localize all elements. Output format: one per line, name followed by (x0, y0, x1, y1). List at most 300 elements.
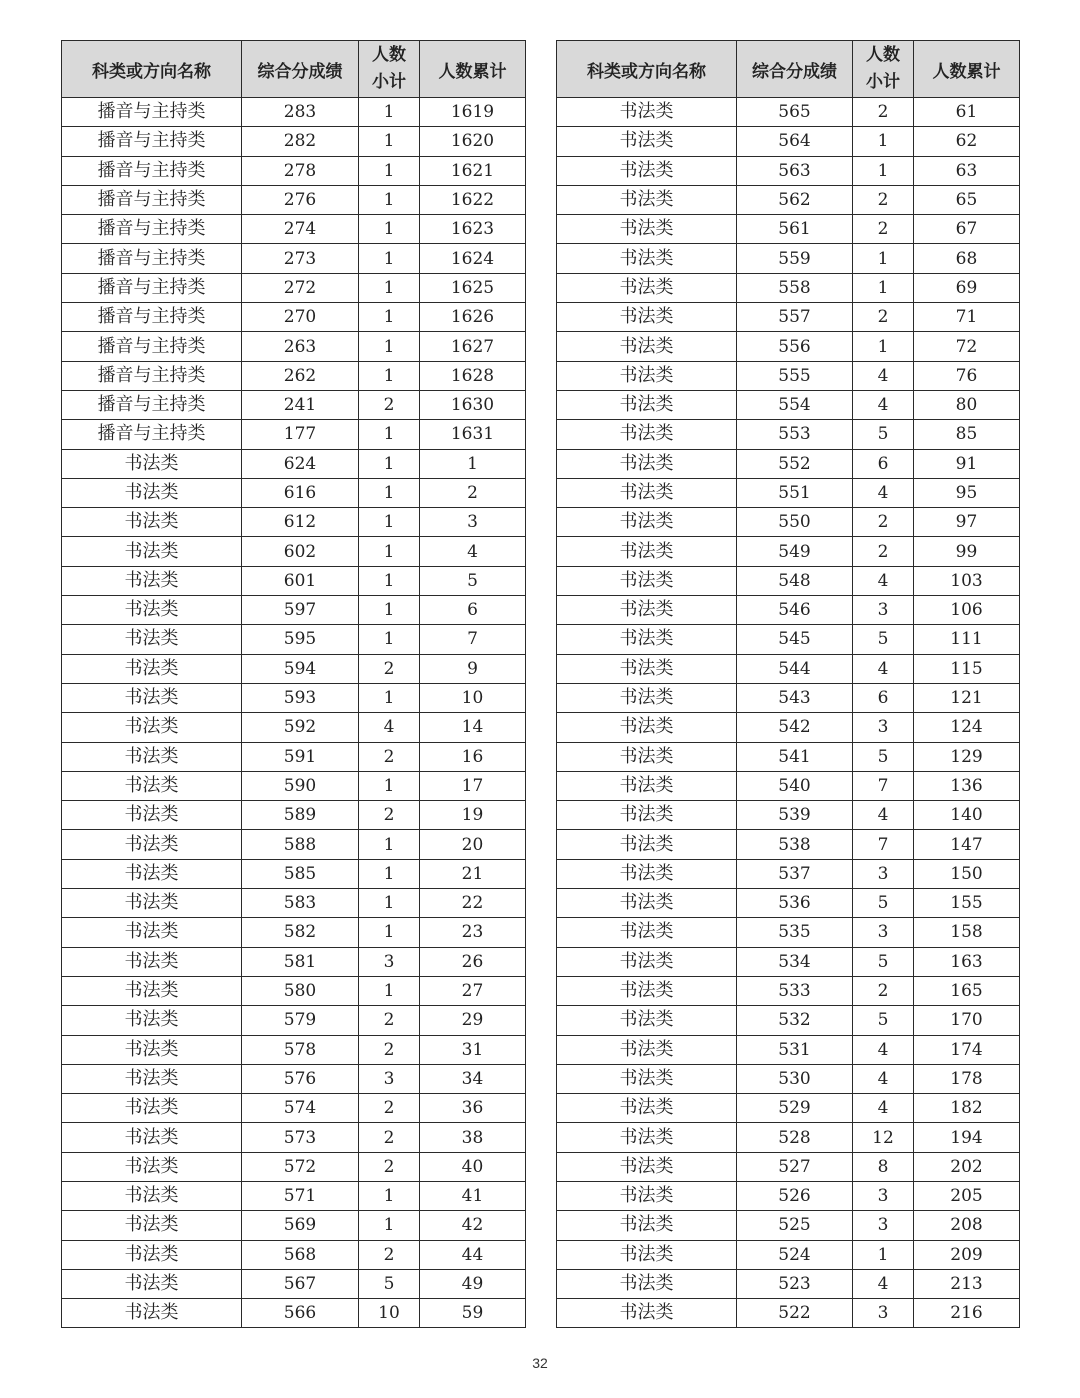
cell-count: 1 (853, 156, 914, 185)
header-name: 科类或方向名称 (557, 41, 737, 98)
cell-count: 3 (853, 1181, 914, 1210)
table-row (557, 1211, 1020, 1240)
cell-count: 2 (853, 215, 914, 244)
cell-score: 593 (242, 683, 359, 712)
cell-cumulative: 178 (914, 1064, 1020, 1093)
table-row (62, 918, 526, 947)
cell-score: 564 (737, 127, 853, 156)
cell-cumulative: 38 (420, 1123, 526, 1152)
cell-name: 书法类 (557, 683, 737, 712)
cell-name: 书法类 (557, 1094, 737, 1123)
cell-cumulative: 182 (914, 1094, 1020, 1123)
cell-count: 7 (853, 771, 914, 800)
cell-cumulative: 95 (914, 478, 1020, 507)
cell-count: 1 (853, 1240, 914, 1269)
cell-name: 书法类 (557, 1211, 737, 1240)
cell-count: 2 (359, 390, 420, 419)
header-row (62, 41, 526, 98)
table-row (62, 859, 526, 888)
cell-name: 书法类 (557, 566, 737, 595)
cell-score: 568 (242, 1240, 359, 1269)
cell-count: 10 (359, 1299, 420, 1328)
cell-score: 624 (242, 449, 359, 478)
table-row (557, 1152, 1020, 1181)
cell-name: 书法类 (557, 654, 737, 683)
cell-name: 播音与主持类 (62, 361, 242, 390)
table-row (62, 1006, 526, 1035)
cell-score: 538 (737, 830, 853, 859)
cell-score: 592 (242, 713, 359, 742)
cell-score: 552 (737, 449, 853, 478)
cell-name: 书法类 (62, 976, 242, 1005)
cell-cumulative: 136 (914, 771, 1020, 800)
cell-count: 1 (359, 420, 420, 449)
cell-name: 书法类 (62, 801, 242, 830)
table-row (62, 156, 526, 185)
table-row (62, 127, 526, 156)
cell-name: 书法类 (62, 947, 242, 976)
cell-cumulative: 19 (420, 801, 526, 830)
cell-cumulative: 174 (914, 1035, 1020, 1064)
cell-cumulative: 22 (420, 889, 526, 918)
cell-name: 书法类 (557, 361, 737, 390)
header-score: 综合分成绩 (737, 41, 853, 98)
cell-cumulative: 163 (914, 947, 1020, 976)
header-count-line2: 小计 (372, 72, 406, 92)
cell-name: 书法类 (557, 420, 737, 449)
cell-score: 555 (737, 361, 853, 390)
cell-score: 559 (737, 244, 853, 273)
cell-name: 书法类 (557, 98, 737, 127)
cell-cumulative: 16 (420, 742, 526, 771)
cell-score: 602 (242, 537, 359, 566)
cell-count: 5 (853, 889, 914, 918)
cell-name: 书法类 (557, 625, 737, 654)
table-row (62, 1211, 526, 1240)
cell-cumulative: 23 (420, 918, 526, 947)
table-row (557, 683, 1020, 712)
cell-cumulative: 72 (914, 332, 1020, 361)
cell-count: 1 (359, 976, 420, 1005)
cell-score: 241 (242, 390, 359, 419)
table-row (557, 771, 1020, 800)
cell-score: 545 (737, 625, 853, 654)
cell-score: 524 (737, 1240, 853, 1269)
cell-cumulative: 59 (420, 1299, 526, 1328)
cell-name: 书法类 (62, 449, 242, 478)
cell-score: 585 (242, 859, 359, 888)
cell-score: 597 (242, 596, 359, 625)
table-row (62, 1035, 526, 1064)
cell-name: 书法类 (62, 771, 242, 800)
cell-score: 542 (737, 713, 853, 742)
table-row (62, 98, 526, 127)
cell-count: 8 (853, 1152, 914, 1181)
cell-name: 书法类 (557, 1269, 737, 1298)
cell-name: 书法类 (62, 508, 242, 537)
cell-count: 1 (359, 537, 420, 566)
cell-count: 1 (359, 98, 420, 127)
table-row (62, 1064, 526, 1093)
table-row (557, 976, 1020, 1005)
cell-count: 12 (853, 1123, 914, 1152)
cell-count: 1 (359, 273, 420, 302)
cell-cumulative: 5 (420, 566, 526, 595)
cell-name: 书法类 (557, 390, 737, 419)
table-row (557, 185, 1020, 214)
table-row (557, 508, 1020, 537)
cell-cumulative: 216 (914, 1299, 1020, 1328)
table-row (557, 1006, 1020, 1035)
cell-name: 书法类 (557, 215, 737, 244)
table-row (62, 420, 526, 449)
cell-count: 1 (359, 185, 420, 214)
cell-cumulative: 129 (914, 742, 1020, 771)
cell-name: 书法类 (62, 742, 242, 771)
cell-count: 1 (359, 683, 420, 712)
cell-name: 书法类 (557, 976, 737, 1005)
cell-name: 书法类 (557, 537, 737, 566)
cell-score: 283 (242, 98, 359, 127)
cell-cumulative: 71 (914, 303, 1020, 332)
cell-count: 4 (853, 654, 914, 683)
cell-count: 2 (853, 98, 914, 127)
cell-name: 书法类 (557, 596, 737, 625)
cell-cumulative: 1619 (420, 98, 526, 127)
cell-count: 1 (359, 244, 420, 273)
cell-score: 551 (737, 478, 853, 507)
table-row (557, 713, 1020, 742)
table-row (557, 1240, 1020, 1269)
cell-score: 540 (737, 771, 853, 800)
table-row (557, 918, 1020, 947)
cell-count: 6 (853, 449, 914, 478)
cell-count: 1 (359, 830, 420, 859)
table-row (62, 566, 526, 595)
cell-name: 书法类 (62, 566, 242, 595)
table-row (557, 742, 1020, 771)
cell-name: 书法类 (62, 596, 242, 625)
cell-count: 2 (853, 976, 914, 1005)
cell-score: 527 (737, 1152, 853, 1181)
cell-name: 书法类 (62, 859, 242, 888)
cell-score: 262 (242, 361, 359, 390)
cell-name: 书法类 (62, 1064, 242, 1093)
cell-cumulative: 62 (914, 127, 1020, 156)
header-name: 科类或方向名称 (62, 41, 242, 98)
cell-name: 书法类 (62, 683, 242, 712)
cell-score: 543 (737, 683, 853, 712)
cell-score: 558 (737, 273, 853, 302)
cell-name: 书法类 (557, 742, 737, 771)
cell-count: 1 (359, 215, 420, 244)
cell-cumulative: 27 (420, 976, 526, 1005)
table-row (62, 185, 526, 214)
cell-name: 播音与主持类 (62, 420, 242, 449)
cell-score: 594 (242, 654, 359, 683)
cell-name: 书法类 (62, 889, 242, 918)
cell-name: 书法类 (557, 918, 737, 947)
cell-count: 1 (359, 127, 420, 156)
table-body-left (62, 98, 526, 1328)
cell-score: 535 (737, 918, 853, 947)
cell-score: 612 (242, 508, 359, 537)
cell-name: 书法类 (557, 332, 737, 361)
cell-score: 566 (242, 1299, 359, 1328)
cell-cumulative: 124 (914, 713, 1020, 742)
table-row (62, 683, 526, 712)
cell-count: 1 (853, 332, 914, 361)
cell-name: 书法类 (557, 508, 737, 537)
table-row (557, 273, 1020, 302)
cell-cumulative: 36 (420, 1094, 526, 1123)
cell-score: 270 (242, 303, 359, 332)
cell-score: 526 (737, 1181, 853, 1210)
cell-cumulative: 85 (914, 420, 1020, 449)
table-row (557, 1123, 1020, 1152)
cell-count: 5 (853, 1006, 914, 1035)
cell-cumulative: 31 (420, 1035, 526, 1064)
cell-cumulative: 29 (420, 1006, 526, 1035)
cell-count: 1 (359, 332, 420, 361)
cell-count: 1 (359, 625, 420, 654)
cell-name: 播音与主持类 (62, 390, 242, 419)
table-row (62, 742, 526, 771)
cell-score: 601 (242, 566, 359, 595)
cell-count: 3 (853, 1211, 914, 1240)
cell-score: 533 (737, 976, 853, 1005)
cell-score: 530 (737, 1064, 853, 1093)
cell-count: 7 (853, 830, 914, 859)
cell-score: 522 (737, 1299, 853, 1328)
cell-count: 1 (359, 771, 420, 800)
table-row (62, 830, 526, 859)
cell-count: 4 (853, 361, 914, 390)
cell-score: 571 (242, 1181, 359, 1210)
cell-cumulative: 21 (420, 859, 526, 888)
cell-count: 2 (359, 801, 420, 830)
table-row (62, 889, 526, 918)
table-row (557, 625, 1020, 654)
cell-name: 播音与主持类 (62, 273, 242, 302)
cell-name: 书法类 (557, 449, 737, 478)
table-row (557, 859, 1020, 888)
table-row (557, 244, 1020, 273)
cell-count: 1 (359, 1211, 420, 1240)
table-row (557, 1094, 1020, 1123)
cell-name: 书法类 (62, 1211, 242, 1240)
cell-count: 1 (359, 449, 420, 478)
table-row (557, 390, 1020, 419)
cell-name: 书法类 (557, 273, 737, 302)
cell-count: 2 (853, 185, 914, 214)
cell-score: 578 (242, 1035, 359, 1064)
cell-name: 播音与主持类 (62, 185, 242, 214)
cell-name: 书法类 (62, 918, 242, 947)
cell-score: 562 (737, 185, 853, 214)
cell-score: 274 (242, 215, 359, 244)
cell-score: 550 (737, 508, 853, 537)
cell-cumulative: 20 (420, 830, 526, 859)
cell-score: 544 (737, 654, 853, 683)
cell-score: 549 (737, 537, 853, 566)
cell-cumulative: 61 (914, 98, 1020, 127)
table-row (557, 449, 1020, 478)
cell-count: 1 (359, 361, 420, 390)
table-row (62, 1299, 526, 1328)
table-row (557, 361, 1020, 390)
table-row (557, 566, 1020, 595)
cell-score: 534 (737, 947, 853, 976)
cell-name: 书法类 (557, 156, 737, 185)
cell-name: 书法类 (62, 537, 242, 566)
cell-count: 1 (359, 889, 420, 918)
table-row (557, 1299, 1020, 1328)
table-row (557, 215, 1020, 244)
cell-score: 525 (737, 1211, 853, 1240)
header-count-line1: 人数 (372, 45, 406, 65)
page-number: 32 (532, 1355, 548, 1371)
cell-cumulative: 165 (914, 976, 1020, 1005)
header-count (359, 41, 420, 98)
table-row (62, 713, 526, 742)
cell-cumulative: 1630 (420, 390, 526, 419)
cell-score: 523 (737, 1269, 853, 1298)
cell-count: 2 (359, 1006, 420, 1035)
table-row (62, 390, 526, 419)
cell-count: 3 (359, 947, 420, 976)
cell-name: 书法类 (62, 1152, 242, 1181)
table-row (557, 156, 1020, 185)
cell-score: 588 (242, 830, 359, 859)
cell-cumulative: 121 (914, 683, 1020, 712)
cell-cumulative: 1626 (420, 303, 526, 332)
cell-score: 541 (737, 742, 853, 771)
cell-score: 273 (242, 244, 359, 273)
cell-count: 5 (853, 625, 914, 654)
table-row (62, 1123, 526, 1152)
cell-cumulative: 1625 (420, 273, 526, 302)
cell-cumulative: 158 (914, 918, 1020, 947)
cell-cumulative: 49 (420, 1269, 526, 1298)
table-row (62, 478, 526, 507)
cell-count: 3 (853, 918, 914, 947)
cell-count: 4 (853, 478, 914, 507)
cell-cumulative: 41 (420, 1181, 526, 1210)
cell-count: 4 (853, 566, 914, 595)
cell-cumulative: 115 (914, 654, 1020, 683)
cell-count: 2 (359, 742, 420, 771)
cell-name: 书法类 (557, 1035, 737, 1064)
cell-cumulative: 103 (914, 566, 1020, 595)
table-row (557, 420, 1020, 449)
table-row (62, 537, 526, 566)
cell-cumulative: 76 (914, 361, 1020, 390)
header-cumulative: 人数累计 (420, 41, 526, 98)
cell-count: 1 (359, 918, 420, 947)
cell-score: 546 (737, 596, 853, 625)
table-row (62, 244, 526, 273)
cell-count: 6 (853, 683, 914, 712)
cell-name: 书法类 (62, 1240, 242, 1269)
cell-name: 书法类 (62, 1123, 242, 1152)
cell-count: 2 (359, 654, 420, 683)
cell-cumulative: 10 (420, 683, 526, 712)
cell-name: 书法类 (62, 1035, 242, 1064)
table-row (62, 976, 526, 1005)
cell-count: 4 (853, 390, 914, 419)
cell-count: 5 (853, 420, 914, 449)
cell-count: 3 (853, 859, 914, 888)
table-row (62, 947, 526, 976)
cell-score: 616 (242, 478, 359, 507)
cell-cumulative: 170 (914, 1006, 1020, 1035)
cell-count: 1 (359, 508, 420, 537)
cell-name: 播音与主持类 (62, 215, 242, 244)
cell-score: 582 (242, 918, 359, 947)
cell-count: 3 (853, 596, 914, 625)
cell-name: 书法类 (557, 801, 737, 830)
cell-cumulative: 97 (914, 508, 1020, 537)
cell-score: 583 (242, 889, 359, 918)
table-row (62, 449, 526, 478)
cell-name: 书法类 (62, 478, 242, 507)
cell-score: 591 (242, 742, 359, 771)
cell-cumulative: 68 (914, 244, 1020, 273)
table-body-right (557, 98, 1020, 1328)
table-row (62, 508, 526, 537)
cell-cumulative: 40 (420, 1152, 526, 1181)
cell-score: 263 (242, 332, 359, 361)
cell-score: 536 (737, 889, 853, 918)
cell-cumulative: 6 (420, 596, 526, 625)
cell-cumulative: 80 (914, 390, 1020, 419)
header-score: 综合分成绩 (242, 41, 359, 98)
cell-name: 播音与主持类 (62, 98, 242, 127)
cell-score: 278 (242, 156, 359, 185)
cell-name: 播音与主持类 (62, 156, 242, 185)
cell-cumulative: 140 (914, 801, 1020, 830)
cell-name: 书法类 (557, 244, 737, 273)
table-row (62, 1152, 526, 1181)
cell-cumulative: 44 (420, 1240, 526, 1269)
cell-score: 556 (737, 332, 853, 361)
cell-cumulative: 99 (914, 537, 1020, 566)
cell-cumulative: 106 (914, 596, 1020, 625)
cell-count: 4 (853, 1064, 914, 1093)
cell-cumulative: 1631 (420, 420, 526, 449)
cell-count: 1 (359, 859, 420, 888)
cell-cumulative: 65 (914, 185, 1020, 214)
table-row (557, 1064, 1020, 1093)
cell-cumulative: 3 (420, 508, 526, 537)
table-row (62, 596, 526, 625)
table-row (62, 801, 526, 830)
table-row (557, 1035, 1020, 1064)
cell-name: 书法类 (557, 859, 737, 888)
table-row (557, 1269, 1020, 1298)
table-row (557, 478, 1020, 507)
cell-name: 书法类 (62, 1006, 242, 1035)
table-row (62, 332, 526, 361)
cell-name: 书法类 (557, 1064, 737, 1093)
cell-cumulative: 63 (914, 156, 1020, 185)
table-row (557, 596, 1020, 625)
table-row (557, 830, 1020, 859)
cell-cumulative: 7 (420, 625, 526, 654)
cell-name: 书法类 (557, 830, 737, 859)
cell-score: 581 (242, 947, 359, 976)
